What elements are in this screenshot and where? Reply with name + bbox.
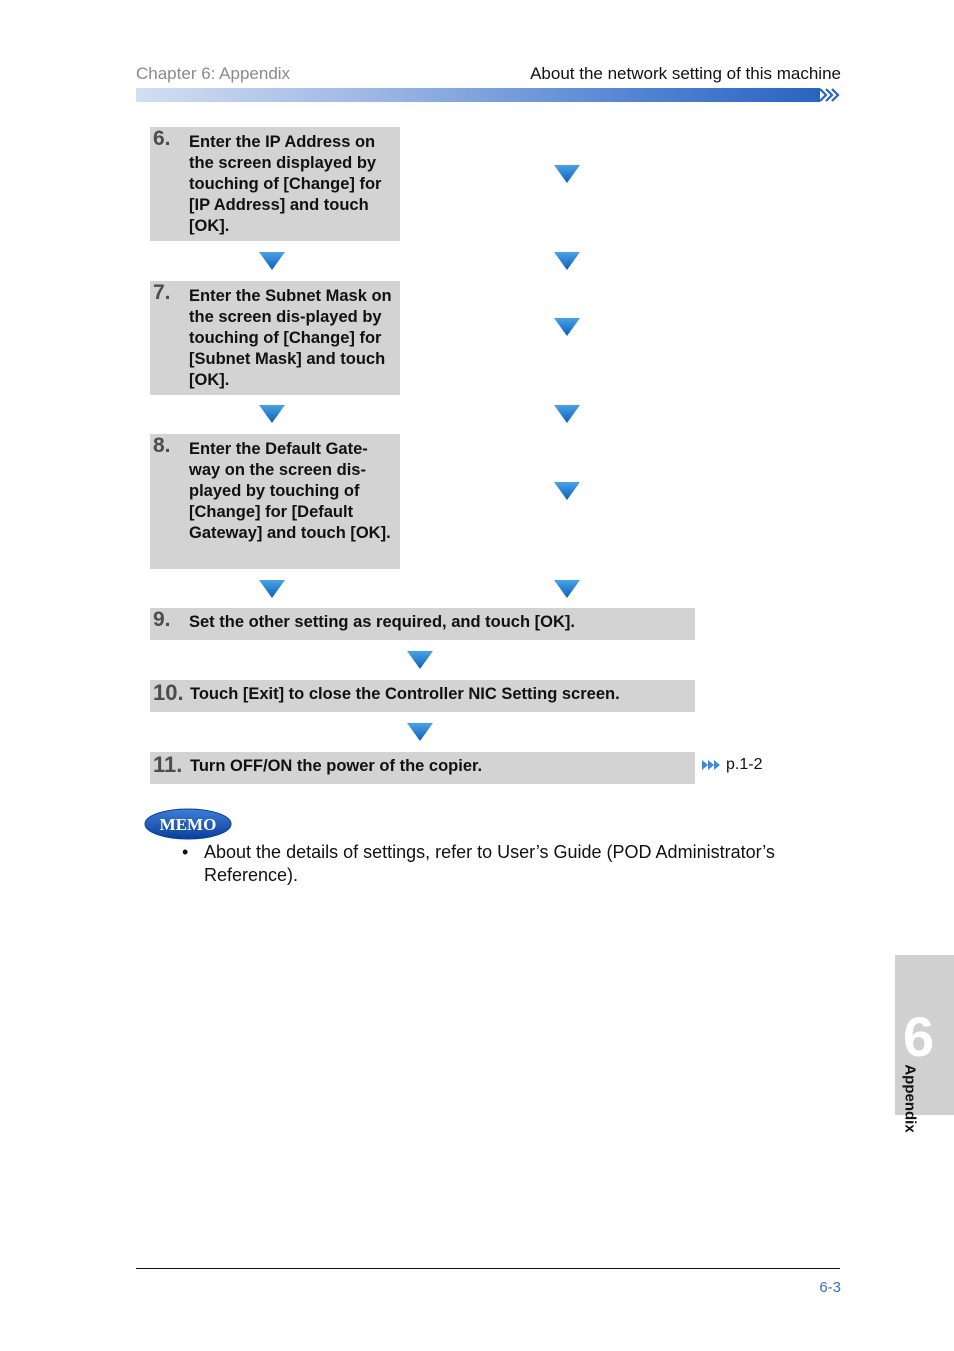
step-text: Turn OFF/ON the power of the copier.	[190, 757, 483, 775]
step-text: Enter the Default Gate-way on the screen dis-played by touching of [Change] for [Default Gateway] and touch [OK].	[189, 440, 391, 542]
page-reference-text: p.1-2	[726, 756, 763, 773]
step-number: 10.	[153, 680, 184, 705]
step-text: Touch [Exit] to close the Controller NIC Setting screen.	[190, 685, 620, 703]
step-7-box	[150, 281, 400, 395]
bullet: •	[182, 842, 189, 862]
header-chevrons-icon	[818, 87, 842, 103]
flow-down-arrow-icon	[259, 580, 285, 598]
memo-text: About the details of settings, refer to User’s Guide (POD Administrator’s Reference).	[204, 842, 775, 885]
section-title: About the network setting of this machine	[530, 64, 841, 83]
step-text: Enter the IP Address on the screen displayed by touching of [Change] for [IP Address] and touch [OK].	[189, 133, 382, 235]
step-11-box	[150, 752, 695, 784]
header-gradient-bar	[136, 88, 820, 102]
flow-down-arrow-icon	[259, 252, 285, 270]
flow-down-arrow-icon	[407, 651, 433, 669]
step-9-box	[150, 608, 695, 640]
flow-down-arrow-icon	[554, 482, 580, 500]
step-10-box	[150, 680, 695, 712]
step-text: Set the other setting as required, and touch [OK].	[189, 613, 575, 631]
flow-down-arrow-icon	[554, 165, 580, 183]
step-6-box	[150, 127, 400, 241]
chapter-title: Chapter 6: Appendix	[136, 64, 291, 83]
flow-down-arrow-icon	[407, 723, 433, 741]
memo-badge-icon	[144, 808, 232, 840]
flow-down-arrow-icon	[259, 405, 285, 423]
reference-arrows-icon	[702, 759, 722, 771]
memo-badge-text: MEMO	[159, 815, 217, 834]
chapter-tab-label: Appendix	[901, 1064, 919, 1133]
memo-item	[182, 841, 832, 887]
step-number: 8.	[153, 434, 171, 457]
flow-down-arrow-icon	[554, 580, 580, 598]
step-number: 7.	[153, 281, 171, 304]
flow-down-arrow-icon	[554, 405, 580, 423]
step-number: 6.	[153, 127, 171, 150]
step-number: 11.	[153, 752, 183, 777]
flow-down-arrow-icon	[554, 318, 580, 336]
page-number: 6-3	[819, 1279, 841, 1296]
flow-down-arrow-icon	[554, 252, 580, 270]
step-text: Enter the Subnet Mask on the screen dis-played by touching of [Change] for [Subnet Mask] and touch [OK].	[189, 287, 392, 389]
chapter-number: 6	[903, 1005, 935, 1068]
footer-rule	[136, 1268, 840, 1269]
step-number: 9.	[153, 608, 171, 631]
page-reference-link[interactable]	[702, 756, 762, 774]
step-8-box	[150, 434, 400, 569]
